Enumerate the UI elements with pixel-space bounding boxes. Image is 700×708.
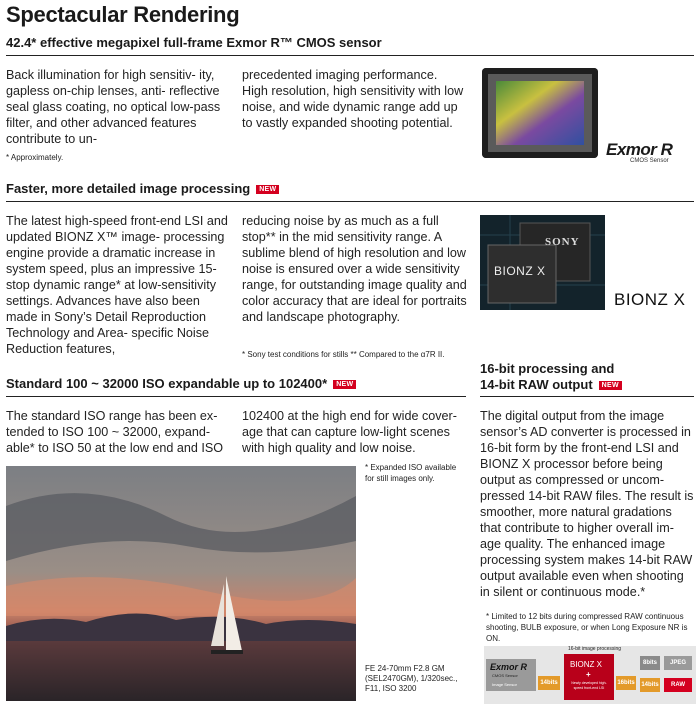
processing-diagram (484, 646, 696, 704)
diagram-14bits-out: 14bits (640, 678, 660, 692)
diagram-jpeg: JPEG (664, 656, 692, 670)
new-badge: NEW (256, 185, 279, 194)
divider (6, 201, 694, 202)
diagram-plus: + (586, 670, 591, 679)
bit-footnote: * Limited to 12 bits during compressed RAW continuous shooting, BULB exposure, or when Long Exposure NR is ON. (486, 612, 688, 643)
diagram-sensor-sub: CMOS Sensor (492, 673, 518, 678)
bit-heading-text: 14-bit RAW output (480, 377, 593, 392)
diagram-title: 16-bit image processing (568, 646, 622, 652)
divider (6, 55, 694, 56)
sailboat-photo (6, 466, 356, 701)
diagram-16bits: 16bits (616, 676, 636, 690)
diagram-14bits-in: 14bits (538, 676, 560, 690)
chip-label: BIONZ X (494, 264, 546, 278)
exmor-logo-sub: CMOS Sensor (630, 158, 669, 164)
sensor-text-col1: Back illumination for high sensitiv- ity, gapless on-chip lenses, anti- reflective seal glass coating, no optical low-pass filter, and other advanced features contribute to un- (6, 68, 221, 146)
photo-caption: FE 24-70mm F2.8 GM (SEL2470GM), 1/320sec., F11, ISO 3200 (365, 664, 458, 693)
processing-text-col1: The latest high-speed front-end LSI and updated BIONZ X™ image- processing engine provide a dramatic increase in system speed, plus an impressive 15-stop dynamic range* at low-sensitivity settings. Advances have also been made in Sony’s Detail Reproduction Technology and Area- specific Noise Reduction features, (6, 214, 228, 356)
bionz-logo: BIONZ X (614, 290, 686, 309)
chip-brand: SONY (545, 236, 580, 248)
page-title: Spectacular Rendering (6, 2, 240, 27)
new-badge: NEW (333, 380, 356, 389)
diagram-sensor-label: Image Sensor (492, 682, 517, 687)
sensor-heading: 42.4* effective megapixel full-frame Exmor R™ CMOS sensor (6, 35, 382, 50)
bit-heading-line2 (480, 377, 622, 392)
diagram-engine-sub: Newly developed high-speed front-end LSI (571, 681, 607, 690)
iso-heading-text: Standard 100 ~ 32000 ISO expandable up to 102400* (6, 376, 328, 391)
diagram-sensor-box (486, 659, 536, 691)
diagram-sensor-logo: Exmor R (490, 662, 528, 672)
iso-text-col1: The standard ISO range has been ex- tended to ISO 100 ~ 32000, expand- able* to ISO 50 at the low end and ISO (6, 409, 224, 455)
sensor-text-col2: precedented imaging performance. High resolution, high sensitivity with low noise, and wide dynamic range add up to vastly expanded shooting potential. (242, 68, 464, 130)
processing-text-col2: reducing noise by as much as a full stop** in the mid sensitivity range. A sublime blend of high resolution and low noise is ensured over a wide sensitivity range, for outstanding image quality and color accuracy that are ideal for portraits and landscape photography. (242, 214, 467, 324)
divider (480, 396, 694, 397)
bit-heading-line1: 16-bit processing and (480, 361, 615, 376)
sensor-image (482, 68, 598, 158)
processing-heading (6, 181, 279, 196)
exmor-logo: Exmor R (606, 140, 673, 159)
bionz-chip-image (480, 215, 605, 310)
iso-text-col2: 102400 at the high end for wide cover- age that can capture low-light scenes with high quality and low noise. (242, 409, 457, 455)
diagram-raw: RAW (664, 678, 692, 692)
iso-footnote: * Expanded ISO available for still images only. (365, 463, 457, 483)
diagram-8bits: 8bits (640, 656, 660, 670)
diagram-engine: BIONZ X (570, 660, 603, 669)
new-badge: NEW (599, 381, 622, 390)
iso-heading (6, 376, 356, 391)
sensor-footnote: * Approximately. (6, 153, 64, 162)
processing-heading-text: Faster, more detailed image processing (6, 181, 251, 196)
divider (6, 396, 466, 397)
diagram-engine-box (564, 654, 614, 700)
bit-text: The digital output from the image sensor’s AD converter is processed in 16-bit form by the front-end LSI and BIONZ X processor before being output as compressed or uncom- pressed 14-bit RAW files. The result is smoother, more natural gradations that contribute to higher overall im- age quality. The enhanced image processing system makes 14-bit RAW output available even when shooting in silent or continuous mode.* (480, 409, 694, 599)
processing-footnote: * Sony test conditions for stills ** Compared to the α7R II. (242, 350, 445, 359)
